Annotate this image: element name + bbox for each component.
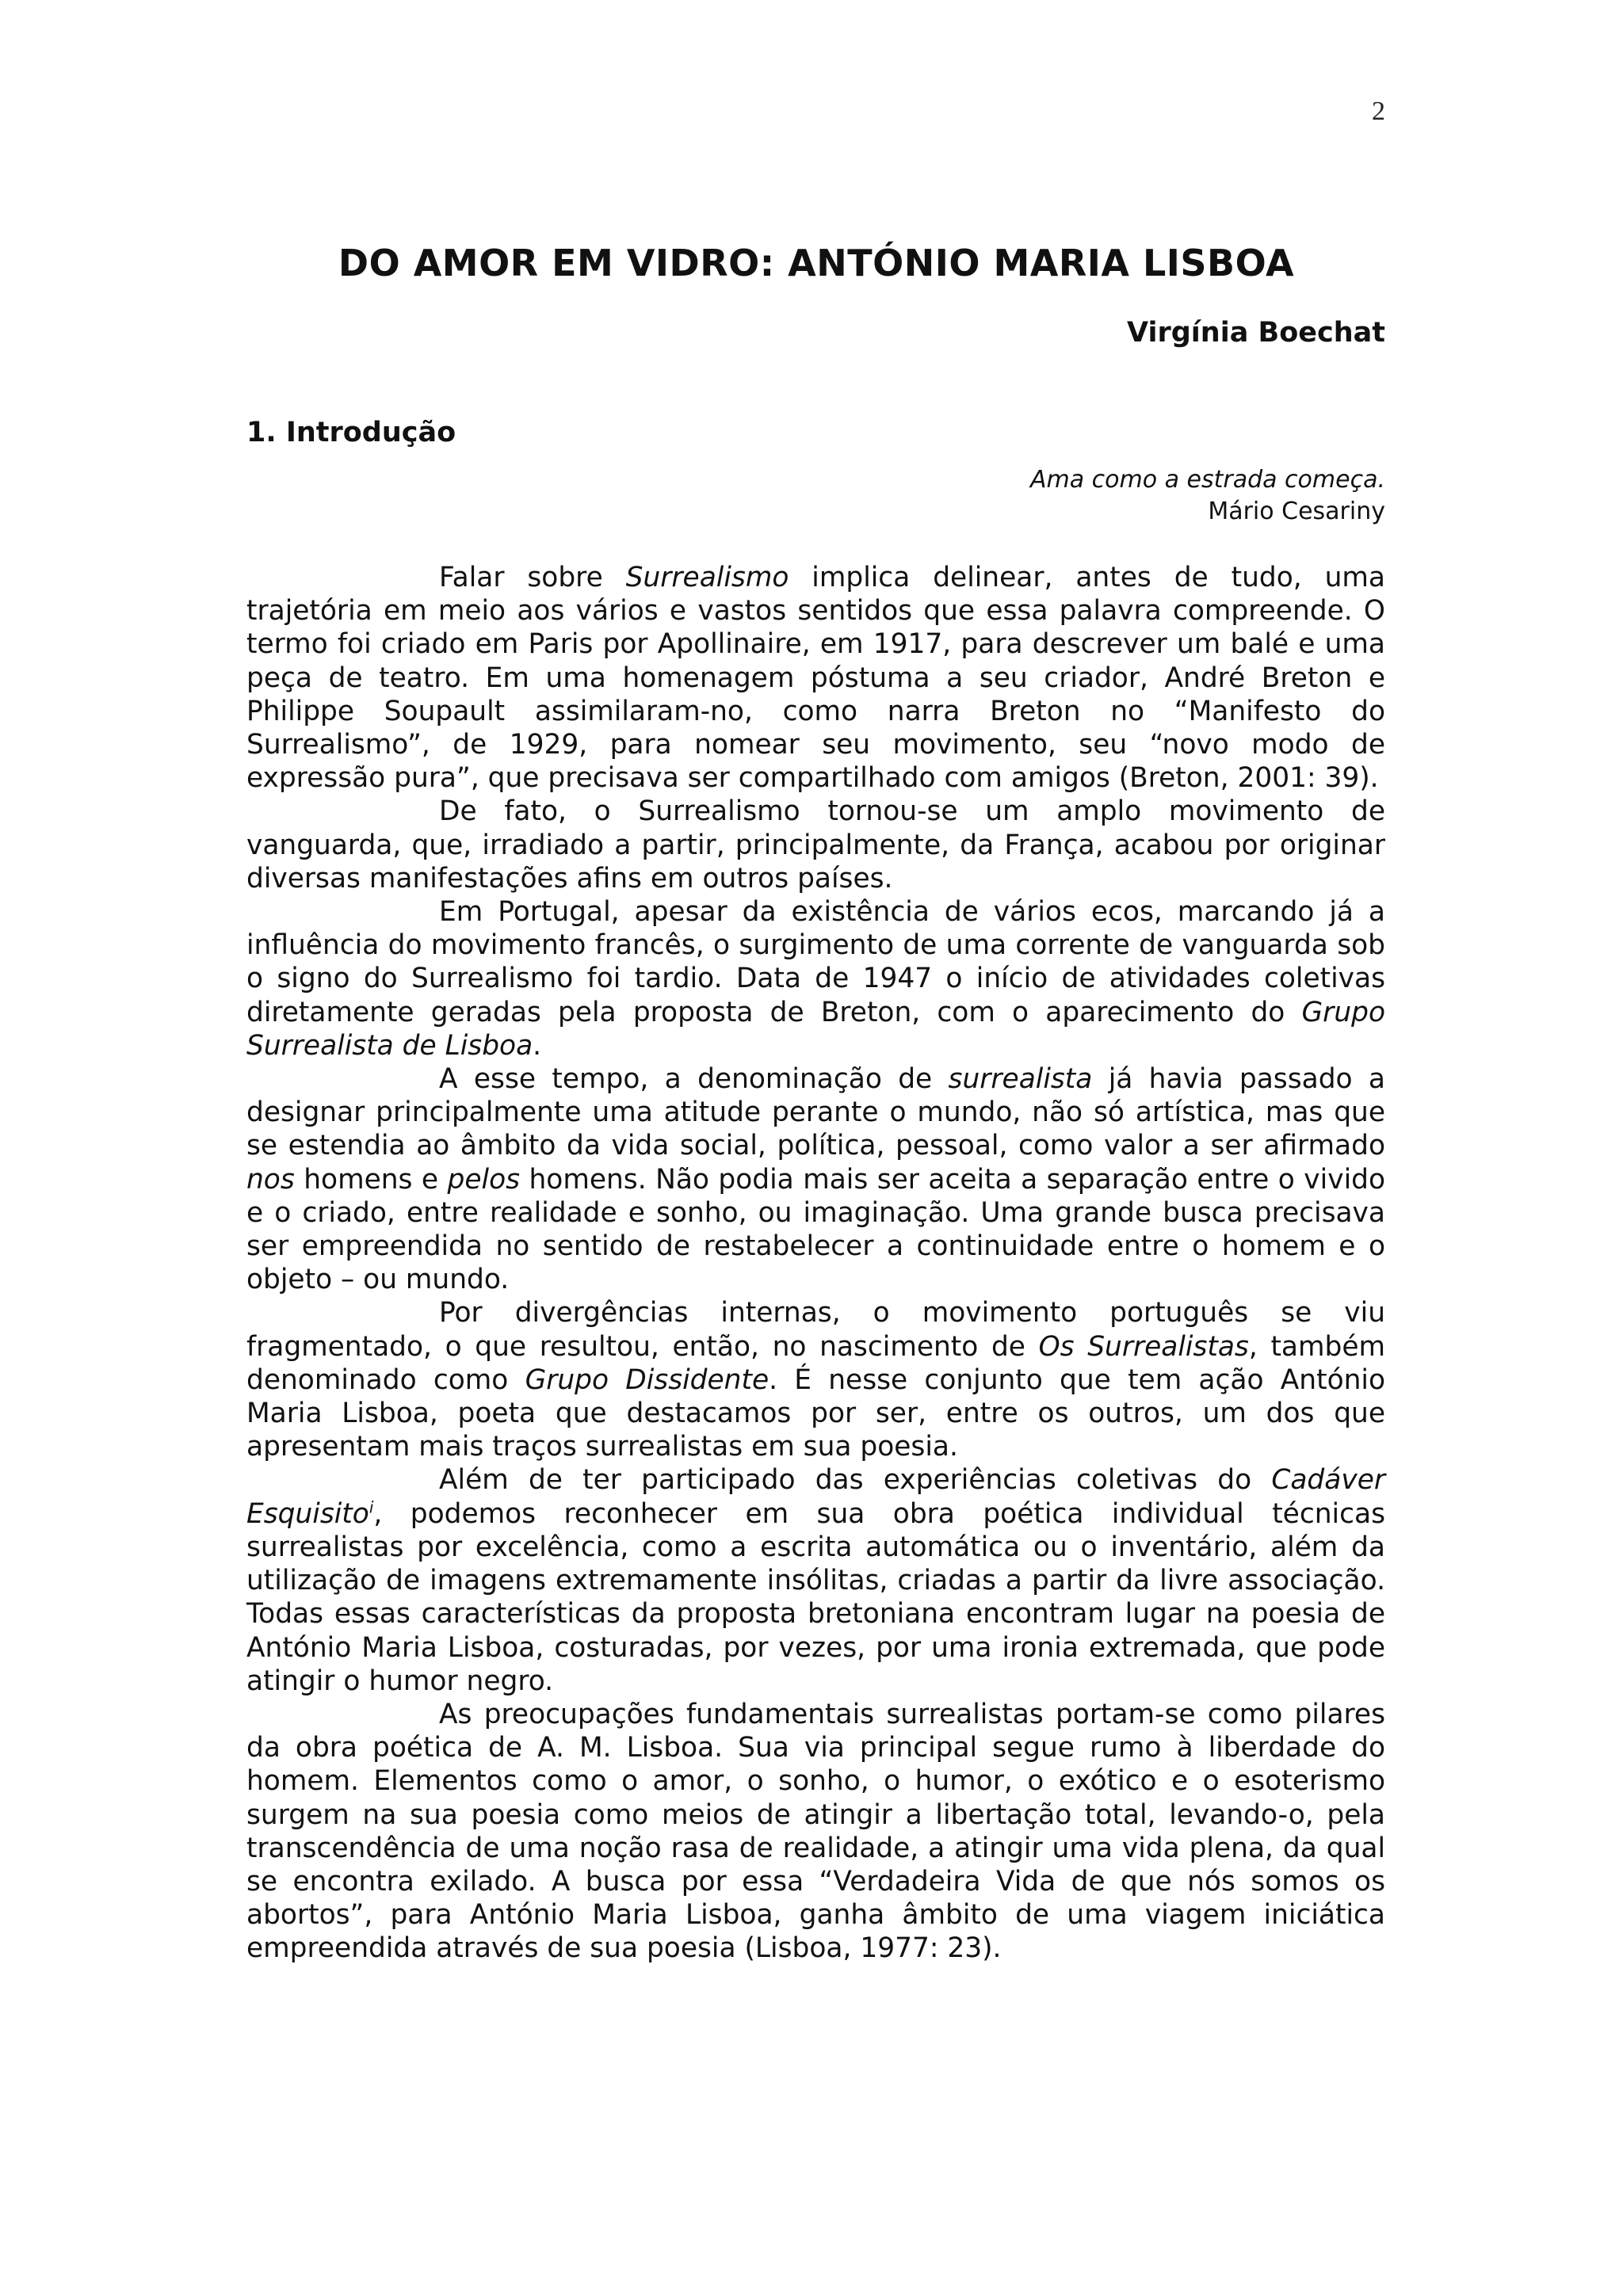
- paragraph-text: . É nesse conjunto que tem ação António Maria Lisboa, poeta que destacamos por ser, entre os outros, um dos que apresentam mais traços surrealistas em sua poesia.: [246, 1363, 1385, 1463]
- paragraph-text: já havia passado a designar principalmente uma atitude perante o mundo, não só artística, mas que se estendia ao âmbito da vida social, política, pessoal, como valor a ser afirmado: [246, 1063, 1385, 1162]
- epigraph: [1030, 464, 1385, 528]
- paragraph: [246, 895, 1385, 1062]
- paragraph: [246, 1463, 1385, 1697]
- paragraph: [246, 1062, 1385, 1296]
- paragraph-text: A esse tempo, a denominação de: [439, 1063, 949, 1096]
- author-name: Virgínia Boechat: [1127, 317, 1385, 349]
- paragraph-text: Falar sobre: [439, 562, 626, 593]
- paragraph-italic-text: nos: [246, 1163, 295, 1196]
- paragraph-italic-text: pelos: [447, 1163, 521, 1196]
- paragraph-text: , também denominado como: [246, 1330, 1385, 1396]
- paragraph-italic-text: Grupo Dissidente: [525, 1363, 769, 1396]
- epigraph-attribution: Mário Cesariny: [1208, 498, 1385, 525]
- section-heading: 1. Introdução: [246, 417, 456, 448]
- paragraph-text: As preocupações fundamentais surrealistas portam-se como pilares da obra poética de A. M. Lisboa. Sua via principal segue rumo à liberdade do homem. Elementos como o amor, o sonho, o humor, o exótico e o esoterismo surgem na sua poesia como meios de atingir a libertação total, levando-o, pela transcendência de uma noção rasa de realidade, a atingir uma vida plena, da qual se encontra exilado. A busca por essa “Verdadeira Vida de que nós somos os abortos”, para António Maria Lisboa, ganha âmbito de uma viagem iniciática empreendida através de sua poesia (Lisboa, 1977: 23).: [246, 1698, 1385, 1965]
- paragraph-text: Em Portugal, apesar da existência de vários ecos, marcando já a influência do movimento francês, o surgimento de uma corrente de vanguarda sob o signo do Surrealismo foi tardio. Data de 1947 o início de atividades coletivas diretamente geradas pela proposta de Breton, com o aparecimento do: [246, 896, 1385, 1028]
- paragraph-text: .: [533, 1029, 542, 1062]
- paragraph: [246, 1296, 1385, 1463]
- paragraph-italic-text: Grupo Surrealista de Lisboa: [246, 996, 1385, 1062]
- paragraph-italic-text: Surrealismo: [625, 562, 789, 593]
- paragraph-text: Além de ter participado das experiências coletivas do: [439, 1464, 1272, 1497]
- paragraph-italic-text: surrealista: [948, 1063, 1093, 1096]
- paragraph-text: implica delinear, antes de tudo, uma trajetória em meio aos vários e vastos sentidos que essa palavra compreende. O termo foi criado em Paris por Apollinaire, em 1917, para descrever um balé e uma peça de teatro. Em uma homenagem póstuma a seu criador, André Breton e Philippe Soupault assimilaram-no, como narra Breton no “Manifesto do Surrealismo”, de 1929, para nomear seu movimento, seu “novo modo de expressão pura”, que precisava ser compartilhado com amigos (Breton, 2001: 39).: [246, 562, 1385, 795]
- epigraph-quote: Ama como a estrada começa.: [1029, 466, 1385, 494]
- footnote-marker: i: [369, 1497, 374, 1517]
- paragraph-italic-text: Os Surrealistas: [1038, 1330, 1249, 1363]
- paragraph-text: homens. Não podia mais ser aceita a separação entre o vivido e o criado, entre realidade e sonho, ou imaginação. Uma grande busca precisava ser empreendida no sentido de restabelecer a continuidade entre o homem e o objeto – ou mundo.: [246, 1163, 1385, 1296]
- paragraph-text: Por divergências internas, o movimento português se viu fragmentado, o que resultou, então, no nascimento de: [246, 1297, 1385, 1363]
- paragraph-italic-text: Cadáver Esquisito: [246, 1464, 1385, 1530]
- article-title: DO AMOR EM VIDRO: ANTÓNIO MARIA LISBOA: [338, 242, 1295, 284]
- paragraph: [246, 561, 1385, 795]
- paragraph-text: homens e: [294, 1163, 448, 1196]
- paragraph: [246, 795, 1385, 895]
- paragraph-text: De fato, o Surrealismo tornou-se um amplo movimento de vanguarda, que, irradiado a partir, principalmente, da França, acabou por originar diversas manifestações afins em outros países.: [246, 795, 1385, 894]
- paragraph-text: , podemos reconhecer em sua obra poética individual técnicas surrealistas por excelência, como a escrita automática ou o inventário, além da utilização de imagens extremamente insólitas, criadas a partir da livre associação. Todas essas características da proposta bretoniana encontram lugar na poesia de António Maria Lisboa, costuradas, por vezes, por uma ironia extremada, que pode atingir o humor negro.: [246, 1497, 1385, 1697]
- page-number: 2: [1372, 97, 1385, 126]
- body-text: [246, 561, 1385, 1966]
- paragraph: [246, 1698, 1385, 1966]
